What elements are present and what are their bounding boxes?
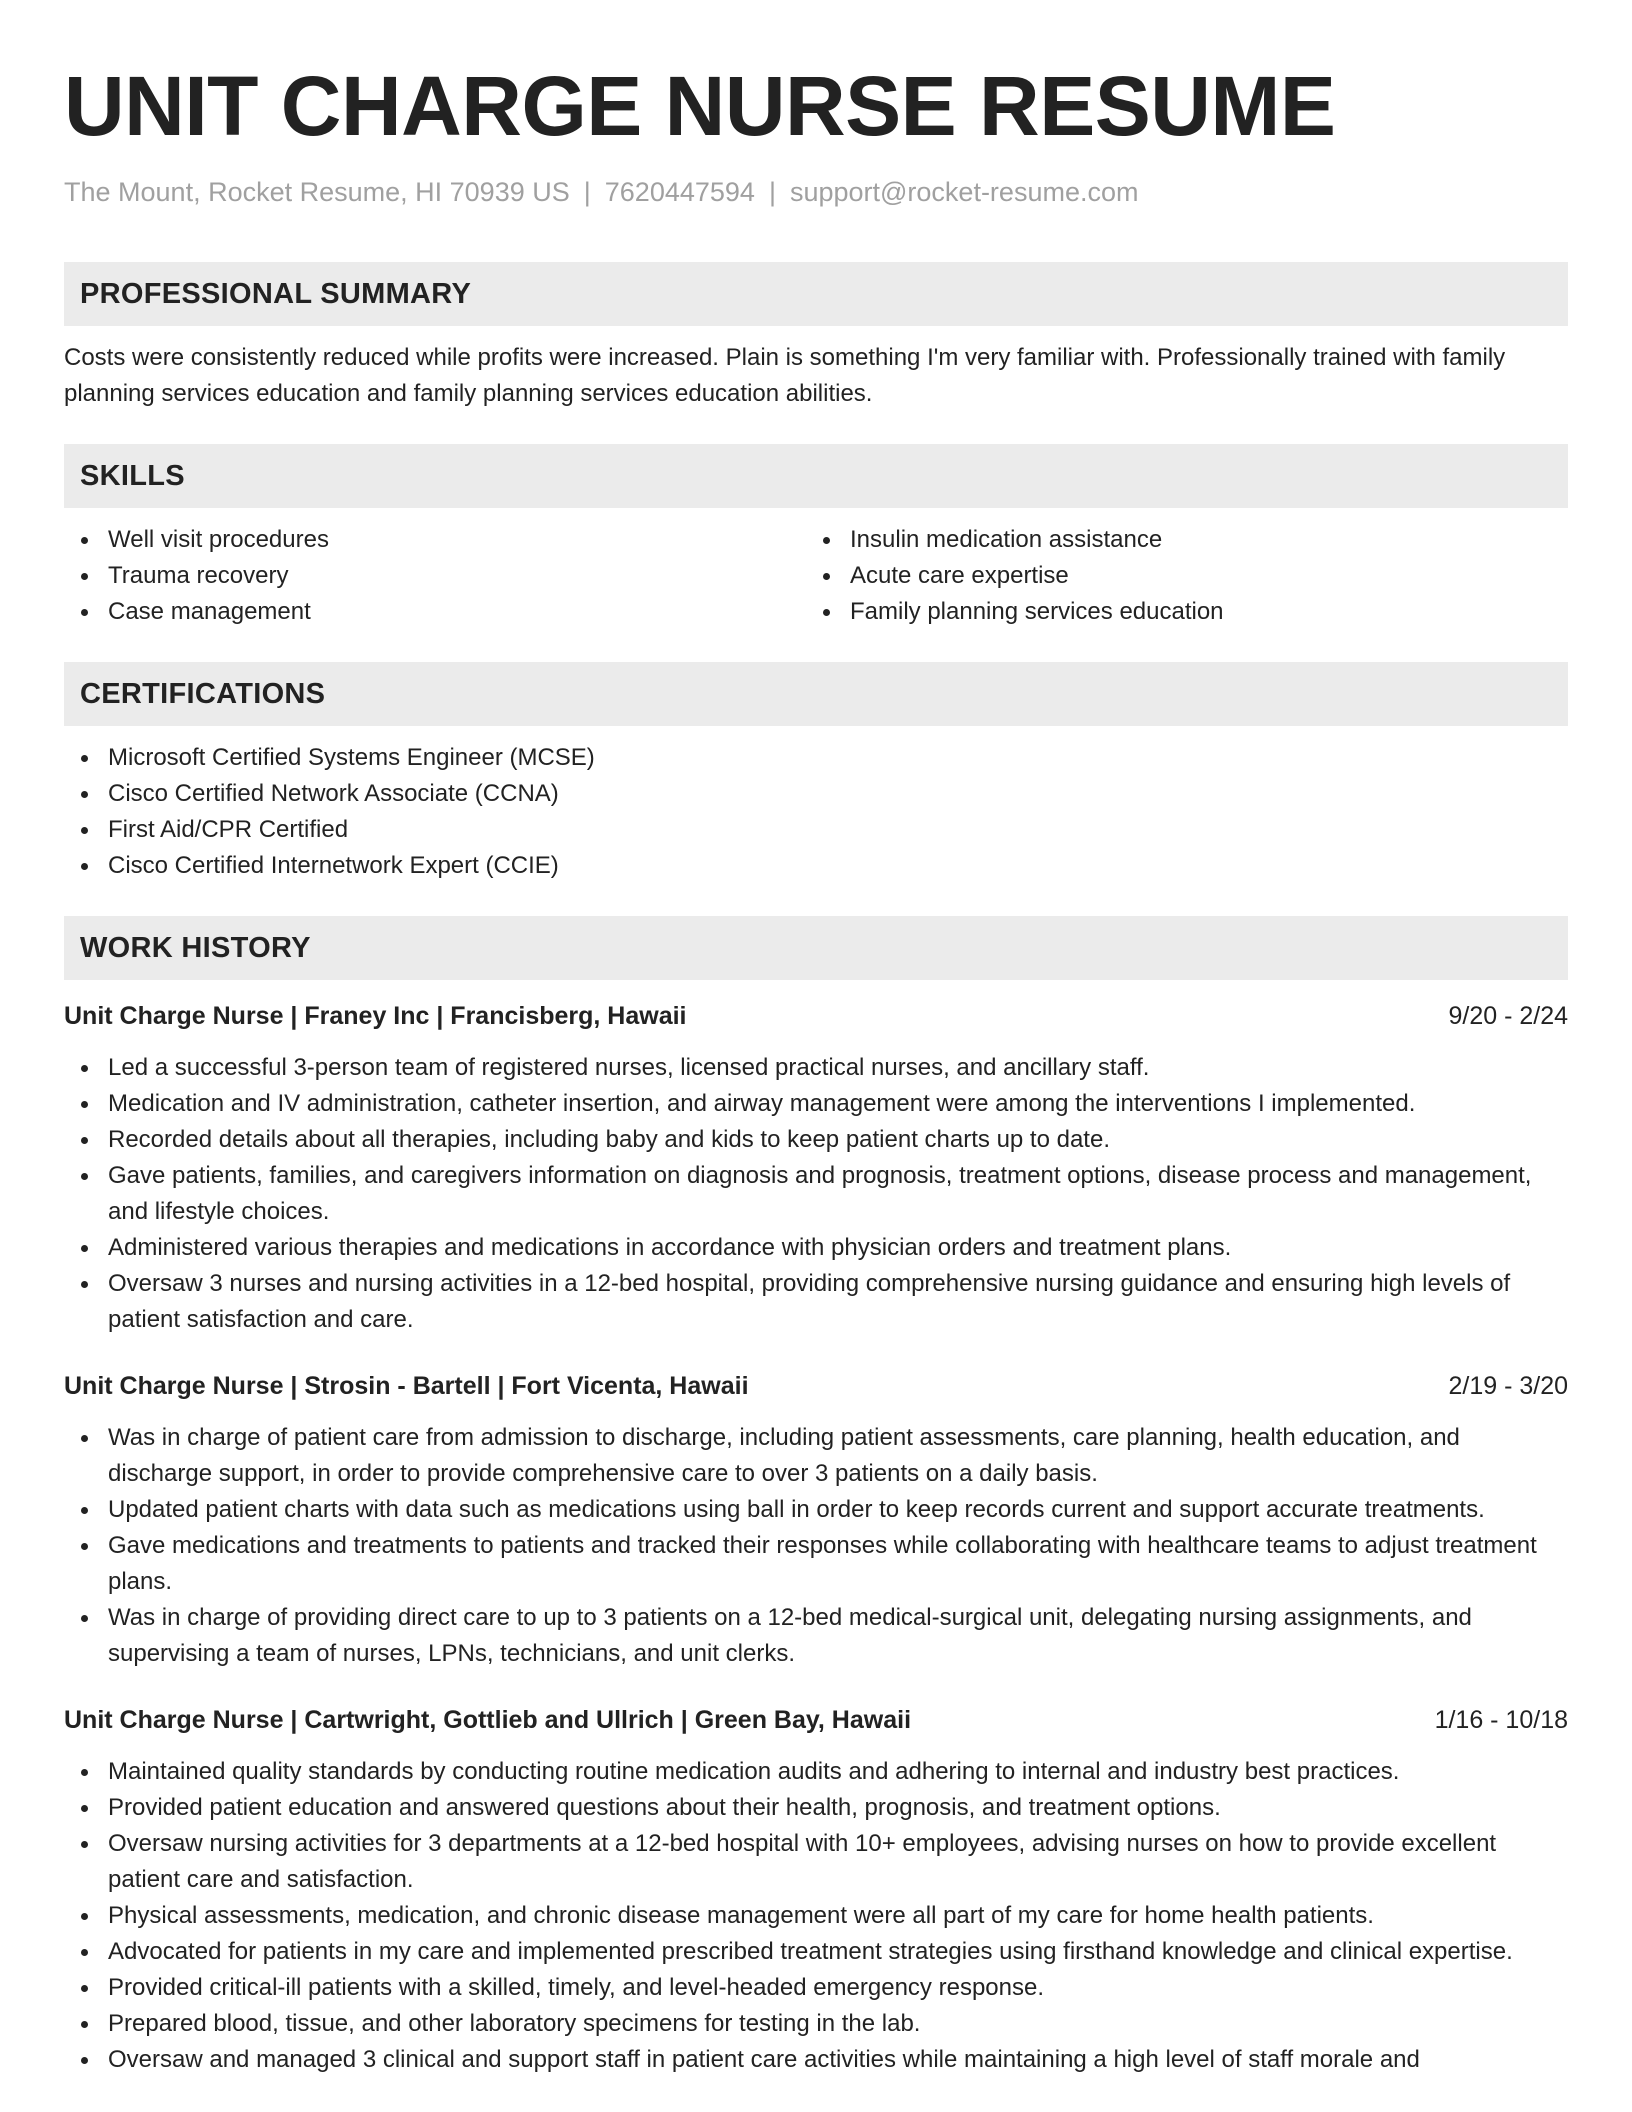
- job-title: Unit Charge Nurse | Franey Inc | Francisberg, Hawaii: [64, 1002, 687, 1030]
- job-bullet: Prepared blood, tissue, and other laboratory specimens for testing in the lab.: [64, 2006, 1568, 2042]
- section-heading-summary: PROFESSIONAL SUMMARY: [64, 262, 1568, 326]
- job-bullet: Advocated for patients in my care and implemented prescribed treatment strategies using firsthand knowledge and clinical expertise.: [64, 1934, 1568, 1970]
- job-bullet: Oversaw 3 nurses and nursing activities in a 12-bed hospital, providing comprehensive nursing guidance and ensuring high levels of patient satisfaction and care.: [64, 1266, 1568, 1338]
- job-header: [64, 998, 1568, 1034]
- section-heading-skills: SKILLS: [64, 444, 1568, 508]
- skill-item: Acute care expertise: [806, 558, 1548, 594]
- skill-item: Well visit procedures: [64, 522, 806, 558]
- job-bullet: Gave patients, families, and caregivers information on diagnosis and prognosis, treatment options, disease process and management, and lifestyle choices.: [64, 1158, 1568, 1230]
- resume-page: [64, 0, 1568, 2078]
- job-bullet: Recorded details about all therapies, including baby and kids to keep patient charts up to date.: [64, 1122, 1568, 1158]
- job-dates: 2/19 - 3/20: [1448, 1372, 1568, 1400]
- skills-list-right: [806, 522, 1548, 630]
- contact-separator: |: [583, 177, 591, 207]
- job-bullet: Physical assessments, medication, and chronic disease management were all part of my care for home health patients.: [64, 1898, 1568, 1934]
- contact-line: [64, 174, 1568, 210]
- job-bullet: Was in charge of patient care from admission to discharge, including patient assessments, care planning, health education, and discharge support, in order to provide comprehensive care to over 3 patients on a daily basis.: [64, 1420, 1568, 1492]
- certification-item: Microsoft Certified Systems Engineer (MCSE): [64, 740, 1568, 776]
- skill-item: Case management: [64, 594, 806, 630]
- job-entry: [64, 998, 1568, 1338]
- job-bullet: Maintained quality standards by conducting routine medication audits and adhering to internal and industry best practices.: [64, 1754, 1568, 1790]
- resume-title: UNIT CHARGE NURSE RESUME: [64, 59, 1336, 153]
- skill-item: Family planning services education: [806, 594, 1548, 630]
- job-bullet: Provided critical-ill patients with a skilled, timely, and level-headed emergency response.: [64, 1970, 1568, 2006]
- job-entry: [64, 1702, 1568, 2078]
- contact-separator: |: [768, 177, 776, 207]
- skills-list-left: [64, 522, 806, 630]
- job-bullet: Was in charge of providing direct care to up to 3 patients on a 12-bed medical-surgical unit, delegating nursing assignments, and supervising a team of nurses, LPNs, technicians, and unit clerks.: [64, 1600, 1568, 1672]
- section-heading-work-history: WORK HISTORY: [64, 916, 1568, 980]
- contact-phone: 7620447594: [604, 177, 755, 207]
- skill-item: Insulin medication assistance: [806, 522, 1548, 558]
- job-header: [64, 1368, 1568, 1404]
- job-bullet: Medication and IV administration, catheter insertion, and airway management were among the interventions I implemented.: [64, 1086, 1568, 1122]
- job-bullets: [64, 1754, 1568, 2078]
- job-bullet: Oversaw and managed 3 clinical and support staff in patient care activities while maintaining a high level of staff morale and: [64, 2042, 1568, 2078]
- job-bullets: [64, 1420, 1568, 1672]
- certification-item: First Aid/CPR Certified: [64, 812, 1568, 848]
- job-bullet: Provided patient education and answered questions about their health, prognosis, and treatment options.: [64, 1790, 1568, 1826]
- job-bullet: Led a successful 3-person team of registered nurses, licensed practical nurses, and ancillary staff.: [64, 1050, 1568, 1086]
- certification-item: Cisco Certified Network Associate (CCNA): [64, 776, 1568, 812]
- contact-email: support@rocket-resume.com: [789, 177, 1139, 207]
- certifications-list: [64, 740, 1568, 884]
- contact-address: The Mount, Rocket Resume, HI 70939 US: [64, 177, 570, 207]
- skills-columns: [64, 508, 1568, 630]
- certification-item: Cisco Certified Internetwork Expert (CCIE): [64, 848, 1568, 884]
- job-dates: 9/20 - 2/24: [1448, 1002, 1568, 1030]
- job-dates: 1/16 - 10/18: [1434, 1706, 1568, 1734]
- job-header: [64, 1702, 1568, 1738]
- skill-item: Trauma recovery: [64, 558, 806, 594]
- job-bullet: Gave medications and treatments to patients and tracked their responses while collaborating with healthcare teams to adjust treatment plans.: [64, 1528, 1568, 1600]
- job-title: Unit Charge Nurse | Cartwright, Gottlieb and Ullrich | Green Bay, Hawaii: [64, 1706, 912, 1734]
- job-title: Unit Charge Nurse | Strosin - Bartell | Fort Vicenta, Hawaii: [64, 1372, 749, 1400]
- job-bullet: Administered various therapies and medications in accordance with physician orders and treatment plans.: [64, 1230, 1568, 1266]
- job-bullets: [64, 1050, 1568, 1338]
- job-bullet: Updated patient charts with data such as medications using ball in order to keep records current and support accurate treatments.: [64, 1492, 1568, 1528]
- job-entry: [64, 1368, 1568, 1672]
- section-heading-certifications: CERTIFICATIONS: [64, 662, 1568, 726]
- summary-text: Costs were consistently reduced while profits were increased. Plain is something I'm very familiar with. Professionally trained with family planning services education and family planning services education abilities.: [64, 344, 1506, 407]
- job-bullet: Oversaw nursing activities for 3 departments at a 12-bed hospital with 10+ employees, advising nurses on how to provide excellent patient care and satisfaction.: [64, 1826, 1568, 1898]
